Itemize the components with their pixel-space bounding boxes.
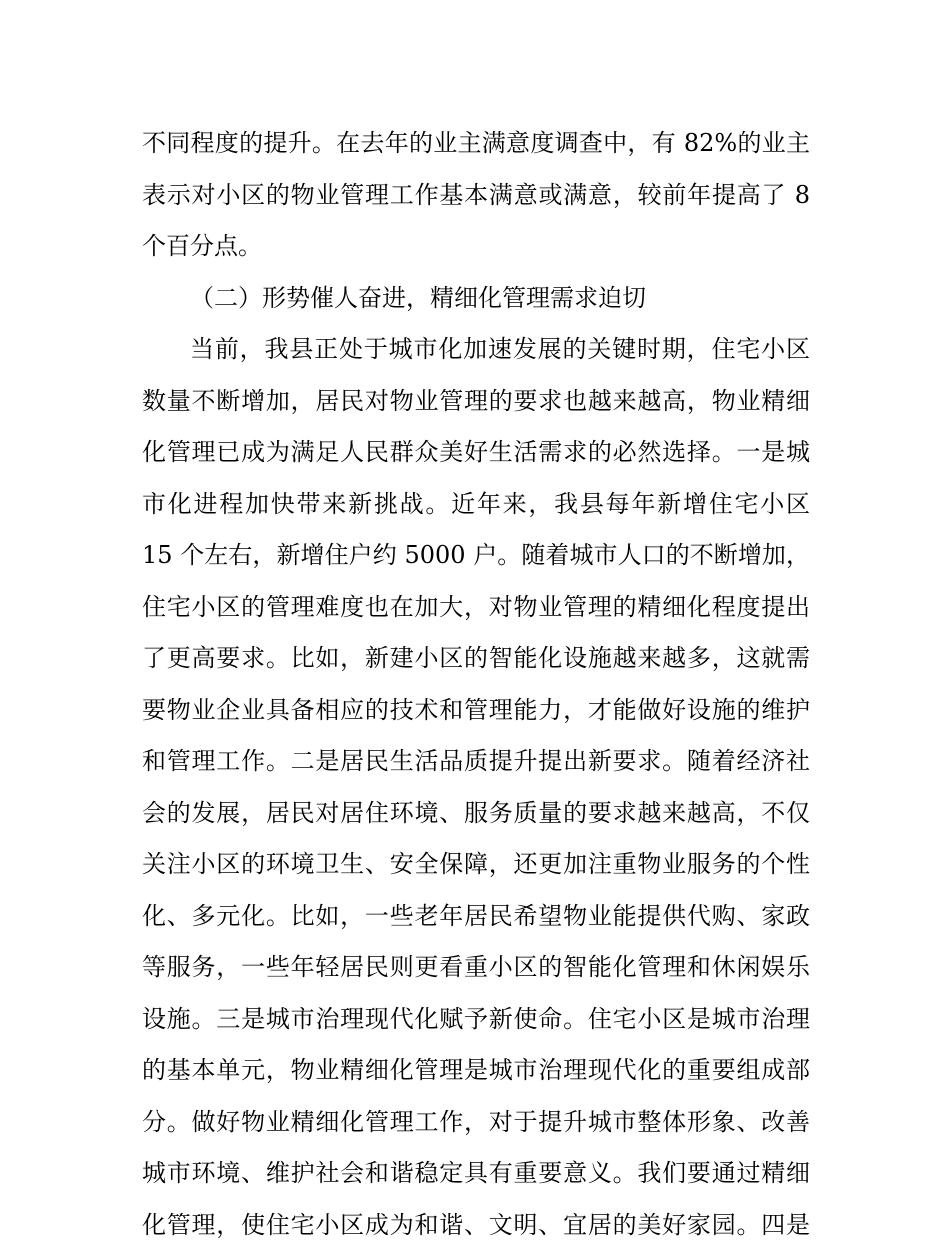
- text-line: [0, 685, 950, 737]
- text-line: [0, 530, 950, 582]
- line-text: 的基本单元，物业精细化管理是城市治理现代化的重要组成部: [142, 1045, 810, 1097]
- text-line: [0, 736, 950, 788]
- line-text: 关注小区的环境卫生、安全保障，还更加注重物业服务的个性: [142, 839, 810, 891]
- line-text: 化管理，使住宅小区成为和谐、文明、宜居的美好家园。四是: [142, 1200, 810, 1251]
- text-line: [0, 1097, 950, 1149]
- line-text: 化管理已成为满足人民群众美好生活需求的必然选择。一是城: [142, 427, 810, 479]
- text-line: [0, 994, 950, 1046]
- line-text: 分。做好物业精细化管理工作，对于提升城市整体形象、改善: [142, 1097, 810, 1149]
- line-text: 数量不断增加，居民对物业管理的要求也越来越高，物业精细: [142, 376, 810, 428]
- text-line: [0, 118, 950, 170]
- line-text: 市化进程加快带来新挑战。近年来，我县每年新增住宅小区: [142, 479, 810, 531]
- line-text: 要物业企业具备相应的技术和管理能力，才能做好设施的维护: [142, 685, 810, 737]
- line-text: 化、多元化。比如，一些老年居民希望物业能提供代购、家政: [142, 891, 810, 943]
- line-text: 表示对小区的物业管理工作基本满意或满意，较前年提高了 8: [142, 170, 810, 222]
- text-line: [0, 479, 950, 531]
- text-line: [0, 839, 950, 891]
- text-line: [0, 1200, 950, 1251]
- line-text: 城市环境、维护社会和谐稳定具有重要意义。我们要通过精细: [142, 1148, 810, 1200]
- text-line: [0, 788, 950, 840]
- text-line: [0, 170, 950, 222]
- text-line: [0, 427, 950, 479]
- text-line: [0, 891, 950, 943]
- line-text: 设施。三是城市治理现代化赋予新使命。住宅小区是城市治理: [142, 994, 810, 1046]
- text-line: [0, 1045, 950, 1097]
- text-line: [0, 582, 950, 634]
- line-text: 住宅小区的管理难度也在加大，对物业管理的精细化程度提出: [142, 582, 810, 634]
- line-text: 不同程度的提升。在去年的业主满意度调查中，有 82%的业主: [142, 118, 810, 170]
- line-text: 当前，我县正处于城市化加速发展的关键时期，住宅小区: [190, 324, 810, 376]
- text-line: [0, 221, 950, 273]
- line-text: 等服务，一些年轻居民则更看重小区的智能化管理和休闲娱乐: [142, 942, 810, 994]
- text-line: [0, 1148, 950, 1200]
- document-body: [0, 118, 950, 1251]
- section-heading: [0, 273, 950, 325]
- paragraph-first-line: [0, 324, 950, 376]
- line-text: 和管理工作。二是居民生活品质提升提出新要求。随着经济社: [142, 736, 810, 788]
- section-heading-text: （二）形势催人奋进，精细化管理需求迫切: [190, 273, 646, 325]
- text-line: [0, 942, 950, 994]
- line-text: 了更高要求。比如，新建小区的智能化设施越来越多，这就需: [142, 633, 810, 685]
- text-line: [0, 633, 950, 685]
- line-text: 个百分点。: [142, 221, 262, 273]
- line-text: 会的发展，居民对居住环境、服务质量的要求越来越高，不仅: [142, 788, 810, 840]
- text-line: [0, 376, 950, 428]
- line-text: 15 个左右，新增住户约 5000 户。随着城市人口的不断增加，: [142, 530, 810, 582]
